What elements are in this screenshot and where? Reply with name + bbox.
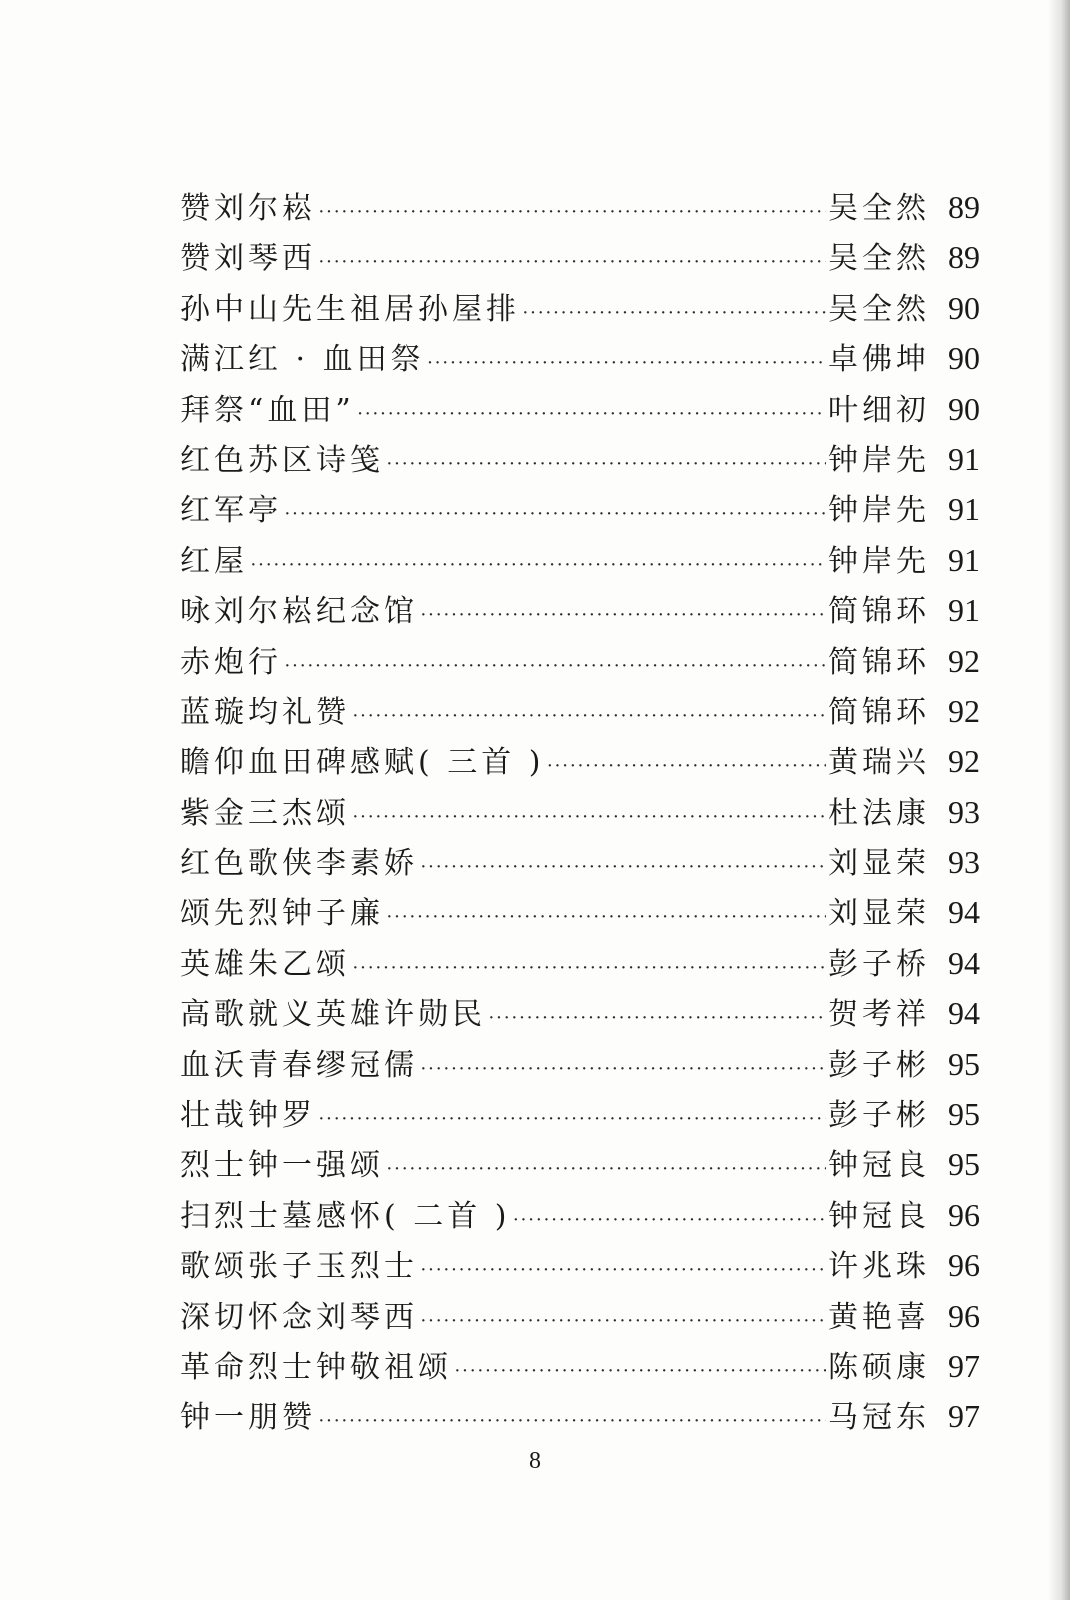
entry-page-number: 96 [948, 1247, 980, 1284]
entry-title: 英雄朱乙颂 [180, 946, 350, 982]
entry-page-number: 90 [948, 289, 980, 326]
toc-entry [180, 788, 980, 838]
entry-title: 瞻仰血田碑感赋( 三首 ) [180, 745, 545, 781]
entry-title: 蓝璇均礼赞 [180, 694, 350, 730]
entry-title: 高歌就义英雄许勋民 [180, 997, 486, 1033]
toc-entry [180, 1292, 980, 1342]
toc-entry [180, 687, 980, 737]
entry-page-number: 89 [948, 239, 980, 276]
entry-author: 钟岸先 [828, 493, 930, 529]
entry-page-number: 94 [948, 995, 980, 1032]
entry-title: 革命烈士钟敬祖颂 [180, 1349, 452, 1385]
entry-author: 马冠东 [828, 1400, 930, 1436]
entry-author: 黄瑞兴 [828, 745, 930, 781]
entry-author: 卓佛坤 [828, 342, 930, 378]
entry-page-number: 97 [948, 1398, 980, 1435]
entry-title: 深切怀念刘琴西 [180, 1299, 418, 1335]
entry-author: 吴全然 [828, 191, 930, 226]
toc-entry [180, 334, 980, 384]
entry-author: 吴全然 [828, 241, 930, 277]
entry-page-number: 91 [948, 440, 980, 477]
entry-title: 烈士钟一强颂 [180, 1148, 384, 1184]
dot-leader [420, 1259, 826, 1282]
dot-leader [318, 1108, 826, 1131]
entry-author: 钟冠良 [828, 1198, 930, 1234]
dot-leader [284, 503, 826, 526]
dot-leader [546, 755, 826, 778]
toc-entry [180, 435, 980, 485]
entry-page-number: 89 [948, 189, 980, 225]
dot-leader [386, 1158, 826, 1181]
toc-entry [180, 385, 980, 435]
toc-entry [180, 888, 980, 938]
entry-title: 赤炮行 [180, 644, 282, 680]
entry-page-number: 91 [948, 541, 980, 578]
entry-title: 红屋 [180, 543, 248, 579]
entry-page-number: 91 [948, 491, 980, 528]
entry-page-number: 94 [948, 944, 980, 981]
entry-page-number: 92 [948, 743, 980, 780]
entry-title: 赞刘尔崧 [180, 191, 316, 226]
dot-leader [357, 403, 826, 426]
entry-title: 紫金三杰颂 [180, 795, 350, 831]
dot-leader [420, 1058, 826, 1081]
dot-leader [352, 705, 826, 728]
entry-page-number: 95 [948, 1146, 980, 1183]
entry-page-number: 94 [948, 894, 980, 931]
entry-author: 刘显荣 [828, 846, 930, 882]
toc-entry [180, 1140, 980, 1190]
toc-entry [180, 939, 980, 989]
dot-leader [420, 856, 826, 879]
toc-entry [180, 1040, 980, 1090]
entry-title: 钟一朋赞 [180, 1400, 316, 1436]
entry-page-number: 92 [948, 642, 980, 679]
toc-entry [180, 1090, 980, 1140]
entry-page-number: 95 [948, 1096, 980, 1133]
entry-author: 简锦环 [828, 644, 930, 680]
entry-title: 赞刘琴西 [180, 241, 316, 277]
page-edge-shadow [1048, 0, 1070, 1600]
entry-author: 贺考祥 [828, 997, 930, 1033]
toc-entry [180, 737, 980, 787]
entry-page-number: 93 [948, 793, 980, 830]
entry-author: 简锦环 [828, 594, 930, 630]
entry-title: 颂先烈钟子廉 [180, 896, 384, 932]
entry-page-number: 91 [948, 592, 980, 629]
entry-author: 许兆珠 [828, 1249, 930, 1285]
entry-page-number: 93 [948, 844, 980, 881]
entry-page-number: 92 [948, 692, 980, 729]
dot-leader [420, 604, 826, 627]
toc-entry [180, 536, 980, 586]
entry-author: 钟冠良 [828, 1148, 930, 1184]
dot-leader [318, 1410, 826, 1433]
entry-title: 拜祭“血田” [180, 392, 355, 428]
dot-leader [352, 806, 826, 829]
entry-title: 血沃青春缪冠儒 [180, 1047, 418, 1083]
entry-title: 扫烈士墓感怀( 二首 ) [180, 1198, 511, 1234]
entry-author: 吴全然 [828, 291, 930, 327]
entry-page-number: 90 [948, 390, 980, 427]
toc-entry [180, 989, 980, 1039]
toc-entry [180, 637, 980, 687]
dot-leader [318, 201, 826, 224]
entry-title: 孙中山先生祖居孙屋排 [180, 291, 520, 327]
toc-entry [180, 1342, 980, 1392]
dot-leader [454, 1360, 826, 1383]
entry-page-number: 97 [948, 1347, 980, 1384]
entry-author: 黄艳喜 [828, 1299, 930, 1335]
entry-author: 彭子桥 [828, 946, 930, 982]
dot-leader [427, 352, 826, 375]
dot-leader [386, 906, 826, 929]
dot-leader [352, 957, 826, 980]
toc-entry [180, 233, 980, 283]
dot-leader [250, 554, 826, 577]
entry-author: 简锦环 [828, 694, 930, 730]
entry-page-number: 90 [948, 340, 980, 377]
dot-leader [522, 302, 826, 325]
entry-page-number: 96 [948, 1196, 980, 1233]
toc-entry [180, 284, 980, 334]
dot-leader [284, 655, 826, 678]
toc-entry [180, 838, 980, 888]
entry-author: 刘显荣 [828, 896, 930, 932]
toc-entry [180, 183, 980, 233]
dot-leader [512, 1209, 826, 1232]
entry-author: 彭子彬 [828, 1047, 930, 1083]
toc-entry [180, 1241, 980, 1291]
entry-page-number: 96 [948, 1297, 980, 1334]
entry-page-number: 95 [948, 1045, 980, 1082]
page-number: 8 [529, 1448, 541, 1474]
entry-author: 叶细初 [828, 392, 930, 428]
toc-entry [180, 1191, 980, 1241]
entry-author: 钟岸先 [828, 543, 930, 579]
entry-author: 彭子彬 [828, 1098, 930, 1134]
dot-leader [488, 1007, 826, 1030]
toc-entry [180, 1392, 980, 1442]
dot-leader [420, 1310, 826, 1333]
entry-author: 陈硕康 [828, 1349, 930, 1385]
entry-title: 满江红 · 血田祭 [180, 342, 425, 378]
entry-title: 红色苏区诗笺 [180, 442, 384, 478]
toc-entry [180, 586, 980, 636]
entry-title: 歌颂张子玉烈士 [180, 1249, 418, 1285]
entry-author: 钟岸先 [828, 442, 930, 478]
entry-title: 壮哉钟罗 [180, 1098, 316, 1134]
table-of-contents [180, 183, 980, 1443]
entry-author: 杜法康 [828, 795, 930, 831]
entry-title: 咏刘尔崧纪念馆 [180, 594, 418, 630]
toc-entry [180, 485, 980, 535]
entry-title: 红色歌侠李素娇 [180, 846, 418, 882]
dot-leader [386, 453, 826, 476]
entry-title: 红军亭 [180, 493, 282, 529]
dot-leader [318, 251, 826, 274]
